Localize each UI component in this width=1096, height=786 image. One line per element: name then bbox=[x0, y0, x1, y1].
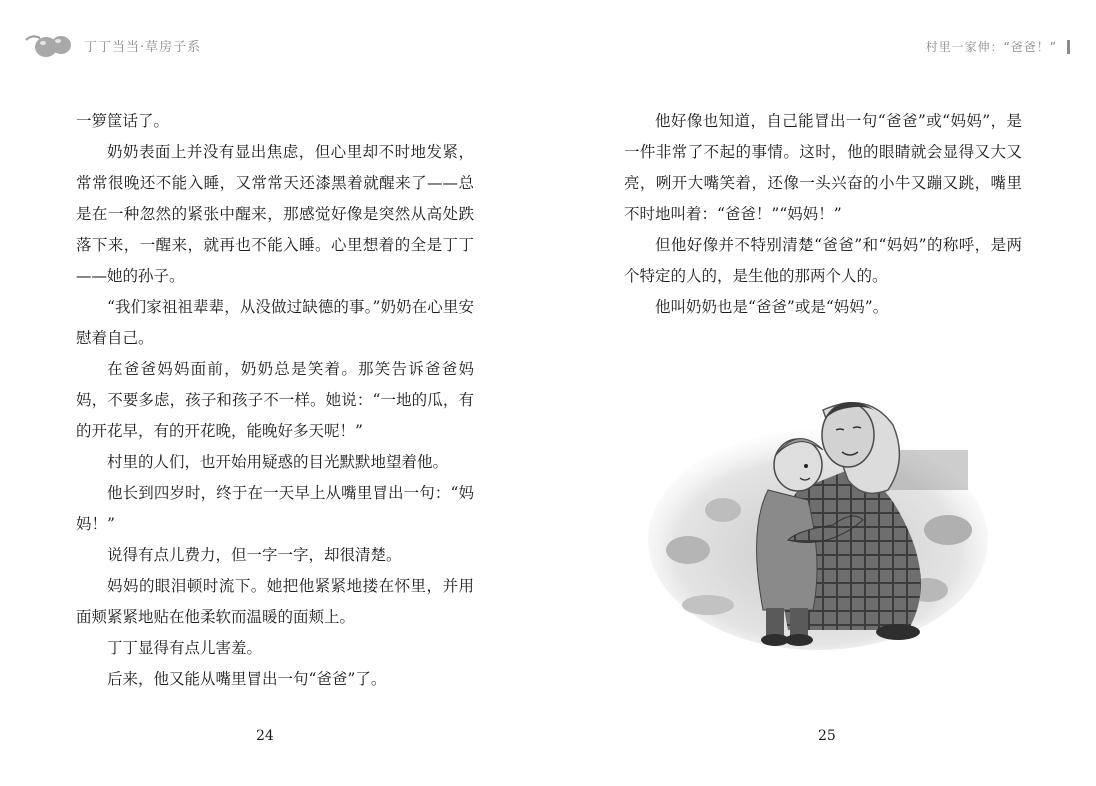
paragraph: 他叫奶奶也是“爸爸”或是“妈妈”。 bbox=[655, 298, 889, 316]
paragraph: 奶奶表面上并没有显出焦虑，但心里却不时地发紧，常常很晚还不能入睡，又常常天还漆黑着就醒来了——总是在一种忽然的紧张中醒来，那感觉好像是突然从高处跌落下来，一醒来，就再也不能入睡。心里想着的全是丁丁——她的孙子。 bbox=[76, 143, 474, 285]
series-title: 丁丁当当·草房子系 bbox=[84, 39, 202, 55]
paragraph: 在爸爸妈妈面前，奶奶总是笑着。那笑告诉爸爸妈妈，不要多虑，孩子和孩子不一样。她说：“一地的瓜，有的开花早，有的开花晚，能晚好多天呢！” bbox=[76, 360, 474, 440]
grandmother-hugging-child-illustration bbox=[648, 380, 988, 655]
left-page-body bbox=[76, 106, 474, 695]
paragraph: 后来，他又能从嘴里冒出一句“爸爸”了。 bbox=[107, 670, 387, 688]
running-header-left bbox=[24, 30, 201, 60]
right-page bbox=[548, 0, 1096, 786]
gourd-logo-icon bbox=[24, 30, 76, 60]
paragraph: “我们家祖祖辈辈，从没做过缺德的事。”奶奶在心里安慰着自己。 bbox=[76, 298, 474, 347]
right-page-body bbox=[624, 106, 1022, 323]
paragraph: 说得有点儿费力，但一字一字，却很清楚。 bbox=[107, 546, 402, 564]
running-header-right bbox=[926, 38, 1070, 55]
paragraph: 但他好像并不特别清楚“爸爸”和“妈妈”的称呼，是两个特定的人的，是生他的那两个人的。 bbox=[624, 236, 1022, 285]
paragraph: 一箩筐话了。 bbox=[76, 112, 170, 130]
page-number-left: 24 bbox=[256, 728, 274, 744]
paragraph: 村里的人们，也开始用疑惑的目光默默地望着他。 bbox=[107, 453, 449, 471]
paragraph: 他长到四岁时，终于在一天早上从嘴里冒出一句：“妈妈！” bbox=[76, 484, 474, 533]
chapter-title: 村里一家伸：“爸爸！” bbox=[925, 40, 1057, 54]
paragraph: 妈妈的眼泪顿时流下。她把他紧紧地搂在怀里，并用面颊紧紧地贴在他柔软而温暖的面颊上。 bbox=[76, 577, 474, 626]
paragraph: 丁丁显得有点儿害羞。 bbox=[107, 639, 263, 657]
paragraph: 他好像也知道，自己能冒出一句“爸爸”或“妈妈”，是一件非常了不起的事情。这时，他的眼睛就会显得又大又亮，咧开大嘴笑着，还像一头兴奋的小牛又蹦又跳，嘴里不时地叫着：“爸爸！”“妈妈！” bbox=[624, 112, 1022, 223]
page-number-right: 25 bbox=[818, 728, 836, 744]
header-bar bbox=[1067, 40, 1070, 54]
